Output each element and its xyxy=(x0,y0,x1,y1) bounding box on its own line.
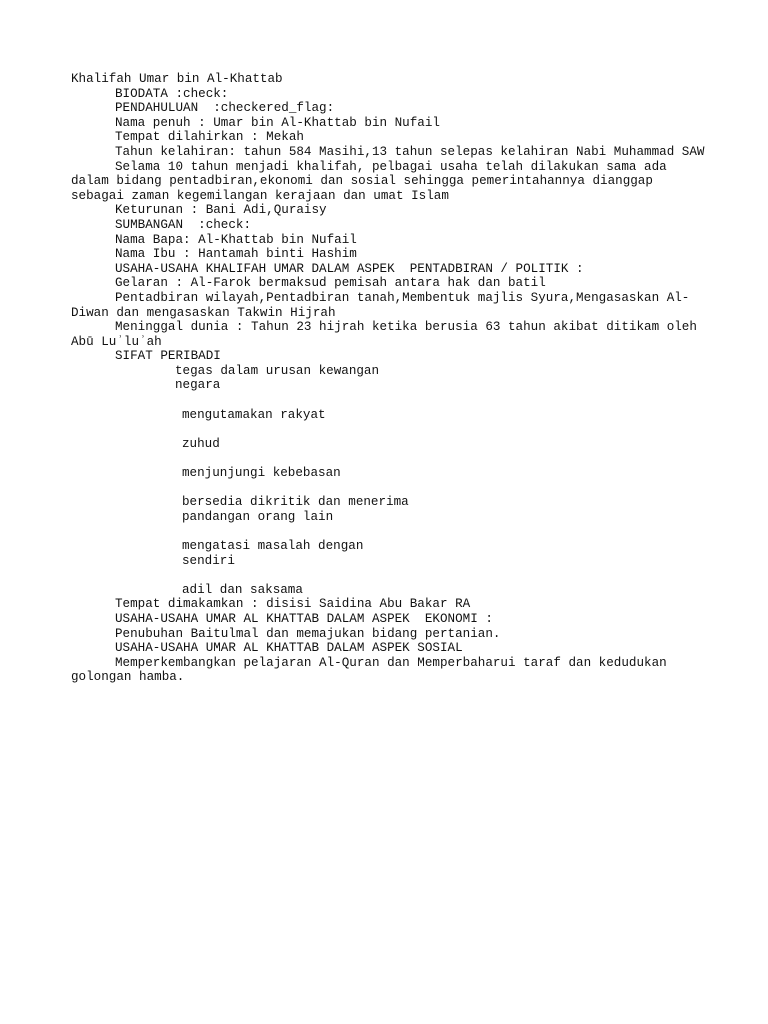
sifat-item: bersedia dikritik dan menerima pandangan orang lain xyxy=(182,495,409,524)
nama-ibu: Nama Ibu : Hantamah binti Hashim xyxy=(115,247,357,262)
ekonomi-line: Penubuhan Baitulmal dan memajukan bidang pertanian. xyxy=(115,626,501,641)
usaha-ekonomi-heading: USAHA-USAHA UMAR AL KHATTAB DALAM ASPEK EKONOMI : xyxy=(115,611,493,626)
sifat-item: menjunjungi kebebasan xyxy=(182,466,341,481)
spacer xyxy=(71,524,711,539)
sifat-item: mengatasi masalah dengan sendiri xyxy=(182,539,364,568)
sifat-item: zuhud xyxy=(182,436,220,451)
sifat-item: adil dan saksama xyxy=(182,582,303,597)
spacer xyxy=(71,481,711,496)
document-body xyxy=(71,72,711,685)
pendahuluan-heading: PENDAHULUAN :checkered_flag: xyxy=(115,101,335,116)
spacer xyxy=(71,393,711,408)
usaha-sosial-heading: USAHA-USAHA UMAR AL KHATTAB DALAM ASPEK SOSIAL xyxy=(115,641,463,656)
sosial-paragraph: Memperkembangkan pelajaran Al-Quran dan Memperbaharui taraf dan kedudukan golongan hamba. xyxy=(71,655,675,685)
meninggal-dunia: Meninggal dunia : Tahun 23 hijrah ketika berusia 63 tahun akibat ditikam oleh Abū Luʾluʾah xyxy=(71,320,705,349)
usaha-pentadbiran-heading: USAHA-USAHA KHALIFAH UMAR DALAM ASPEK PENTADBIRAN / POLITIK : xyxy=(115,261,584,276)
spacer xyxy=(71,451,711,466)
selama-paragraph: Selama 10 tahun menjadi khalifah, pelbagai usaha telah dilakukan sama ada dalam bidang pentadbiran,ekonomi dan sosial sehingga pemerintahannya dianggap sebagai zaman kegemilangan kerajaan dan umat Islam xyxy=(71,159,675,203)
nama-penuh: Nama penuh : Umar bin Al-Khattab bin Nufail xyxy=(115,115,440,130)
keturunan: Keturunan : Bani Adi,Quraisy xyxy=(115,203,327,218)
tempat-dimakamkan: Tempat dimakamkan : disisi Saidina Abu Bakar RA xyxy=(115,597,471,612)
pentadbiran-paragraph: Pentadbiran wilayah,Pentadbiran tanah,Membentuk majlis Syura,Mengasaskan Al-Diwan dan mengasaskan Takwin Hijrah xyxy=(71,290,690,320)
tempat-dilahirkan: Tempat dilahirkan : Mekah xyxy=(115,130,304,145)
spacer xyxy=(71,422,711,437)
document-title: Khalifah Umar bin Al-Khattab xyxy=(71,72,283,86)
sifat-item: mengutamakan rakyat xyxy=(182,407,326,422)
gelaran: Gelaran : Al-Farok bermaksud pemisah antara hak dan batil xyxy=(115,276,546,291)
sumbangan-heading: SUMBANGAN :check: xyxy=(115,217,252,232)
nama-bapa: Nama Bapa: Al-Khattab bin Nufail xyxy=(115,232,357,247)
tahun-kelahiran: Tahun kelahiran: tahun 584 Masihi,13 tahun selepas kelahiran Nabi Muhammad SAW xyxy=(115,144,705,159)
spacer xyxy=(71,568,711,583)
sifat-peribadi-heading: SIFAT PERIBADI xyxy=(115,349,221,364)
sifat-item: tegas dalam urusan kewangan negara xyxy=(175,363,380,393)
biodata-heading: BIODATA :check: xyxy=(115,86,229,101)
